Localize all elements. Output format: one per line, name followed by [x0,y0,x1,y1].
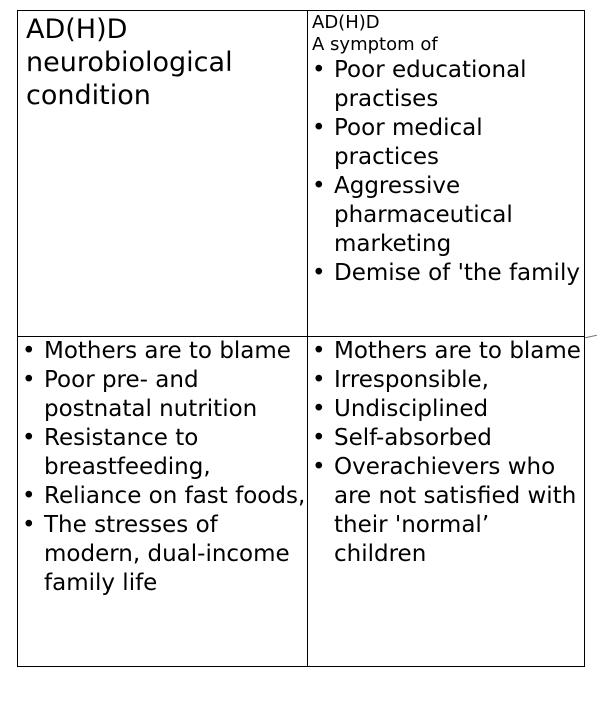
causes-list [18,337,307,598]
list-item: • Self-absorbed [308,424,584,453]
neurobiological-title [18,11,307,112]
cell-symptom-view [308,11,585,337]
list-item: • Poor pre- and postnatal nutrition [18,366,307,424]
heading-line: A symptom of [312,34,438,55]
cell-neurobiological-view [18,11,308,337]
list-item: • Reliance on fast foods, [18,482,307,511]
list-item: • Poor medical practices [308,114,584,172]
list-item: • Irresponsible, [308,366,584,395]
comparison-table [17,10,585,667]
list-item: • Aggressive pharmaceutical marketing [308,172,584,259]
list-item: • Overachievers who are not satisfied with their 'normal’ children [308,453,584,569]
list-item: • Mothers are to blame [18,337,307,366]
title-line: condition [26,80,151,111]
cell-neurobiological-causes [18,337,308,667]
symptom-list [308,56,584,288]
symptom-heading [308,11,584,56]
stray-line-mark [585,335,597,338]
heading-line: AD(H)D [312,12,380,33]
list-item: • Undisciplined [308,395,584,424]
list-item: • Mothers are to blame [308,337,584,366]
list-item: • The stresses of modern, dual-income family life [18,511,307,598]
list-item: • Poor educational practises [308,56,584,114]
list-item: • Resistance to breastfeeding, [18,424,307,482]
list-item: • Demise of 'the family [308,259,584,288]
title-line: neurobiological [26,47,233,78]
table-row [18,11,585,337]
blame-list [308,337,584,569]
title-line: AD(H)D [26,14,128,45]
table-row [18,337,585,667]
cell-symptom-causes [308,337,585,667]
